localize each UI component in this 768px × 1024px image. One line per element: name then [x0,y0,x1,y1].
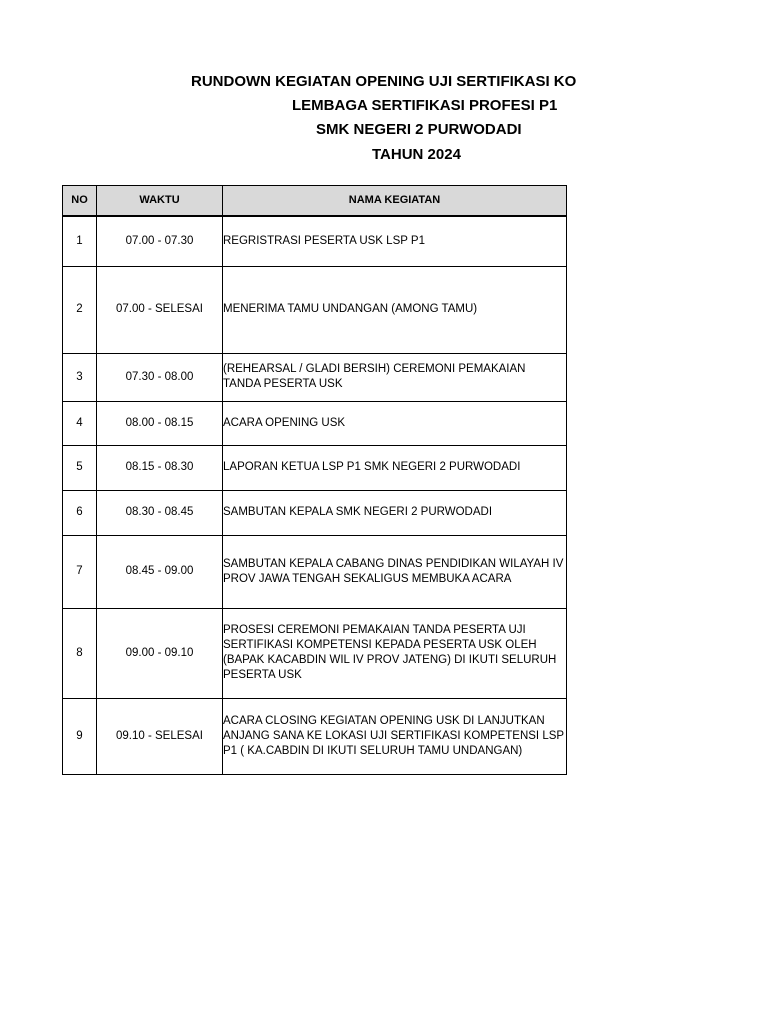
table-row [63,698,567,774]
table-row [63,535,567,608]
table-row [63,266,567,353]
header-no: NO [63,186,97,217]
row-waktu: 09.10 - SELESAI [97,698,223,774]
row-no: 5 [63,445,97,490]
row-kegiatan: LAPORAN KETUA LSP P1 SMK NEGERI 2 PURWODADI [223,445,567,490]
row-no: 8 [63,608,97,698]
title-line-2: LEMBAGA SERTIFIKASI PROFESI P1 [292,97,558,114]
table-row [63,353,567,401]
row-waktu: 08.30 - 08.45 [97,490,223,535]
row-kegiatan: ACARA OPENING USK [223,401,567,445]
table-header-row [63,186,567,217]
row-kegiatan: REGRISTRASI PESERTA USK LSP P1 [223,216,567,266]
row-waktu: 07.00 - 07.30 [97,216,223,266]
table-row [63,608,567,698]
row-kegiatan: PROSESI CEREMONI PEMAKAIAN TANDA PESERTA UJI SERTIFIKASI KOMPETENSI KEPADA PESERTA USK OLEH (BAPAK KACABDIN WIL IV PROV JATENG) DI IKUTI SELURUH PESERTA USK [223,608,567,698]
row-waktu: 08.00 - 08.15 [97,401,223,445]
row-no: 4 [63,401,97,445]
row-waktu: 08.15 - 08.30 [97,445,223,490]
row-kegiatan: SAMBUTAN KEPALA CABANG DINAS PENDIDIKAN WILAYAH IV PROV JAWA TENGAH SEKALIGUS MEMBUKA ACARA [223,535,567,608]
row-waktu: 07.00 - SELESAI [97,266,223,353]
row-no: 2 [63,266,97,353]
row-kegiatan: MENERIMA TAMU UNDANGAN (AMONG TAMU) [223,266,567,353]
row-waktu: 09.00 - 09.10 [97,608,223,698]
table-row [63,216,567,266]
header-waktu: WAKTU [97,186,223,217]
row-no: 7 [63,535,97,608]
title-line-1: RUNDOWN KEGIATAN OPENING UJI SERTIFIKASI KO [191,73,577,90]
row-waktu: 08.45 - 09.00 [97,535,223,608]
title-line-3: SMK NEGERI 2 PURWODADI [316,121,522,138]
row-no: 1 [63,216,97,266]
row-waktu: 07.30 - 08.00 [97,353,223,401]
row-kegiatan: SAMBUTAN KEPALA SMK NEGERI 2 PURWODADI [223,490,567,535]
row-no: 9 [63,698,97,774]
row-kegiatan: (REHEARSAL / GLADI BERSIH) CEREMONI PEMAKAIAN TANDA PESERTA USK [223,353,567,401]
table-row [63,401,567,445]
row-no: 6 [63,490,97,535]
header-nama-kegiatan: NAMA KEGIATAN [223,186,567,217]
row-kegiatan: ACARA CLOSING KEGIATAN OPENING USK DI LANJUTKAN ANJANG SANA KE LOKASI UJI SERTIFIKASI KOMPETENSI LSP P1 ( KA.CABDIN DI IKUTI SELURUH TAMU UNDANGAN) [223,698,567,774]
title-line-4: TAHUN 2024 [372,146,461,163]
row-no: 3 [63,353,97,401]
rundown-table [62,185,567,775]
table-row [63,490,567,535]
table-row [63,445,567,490]
